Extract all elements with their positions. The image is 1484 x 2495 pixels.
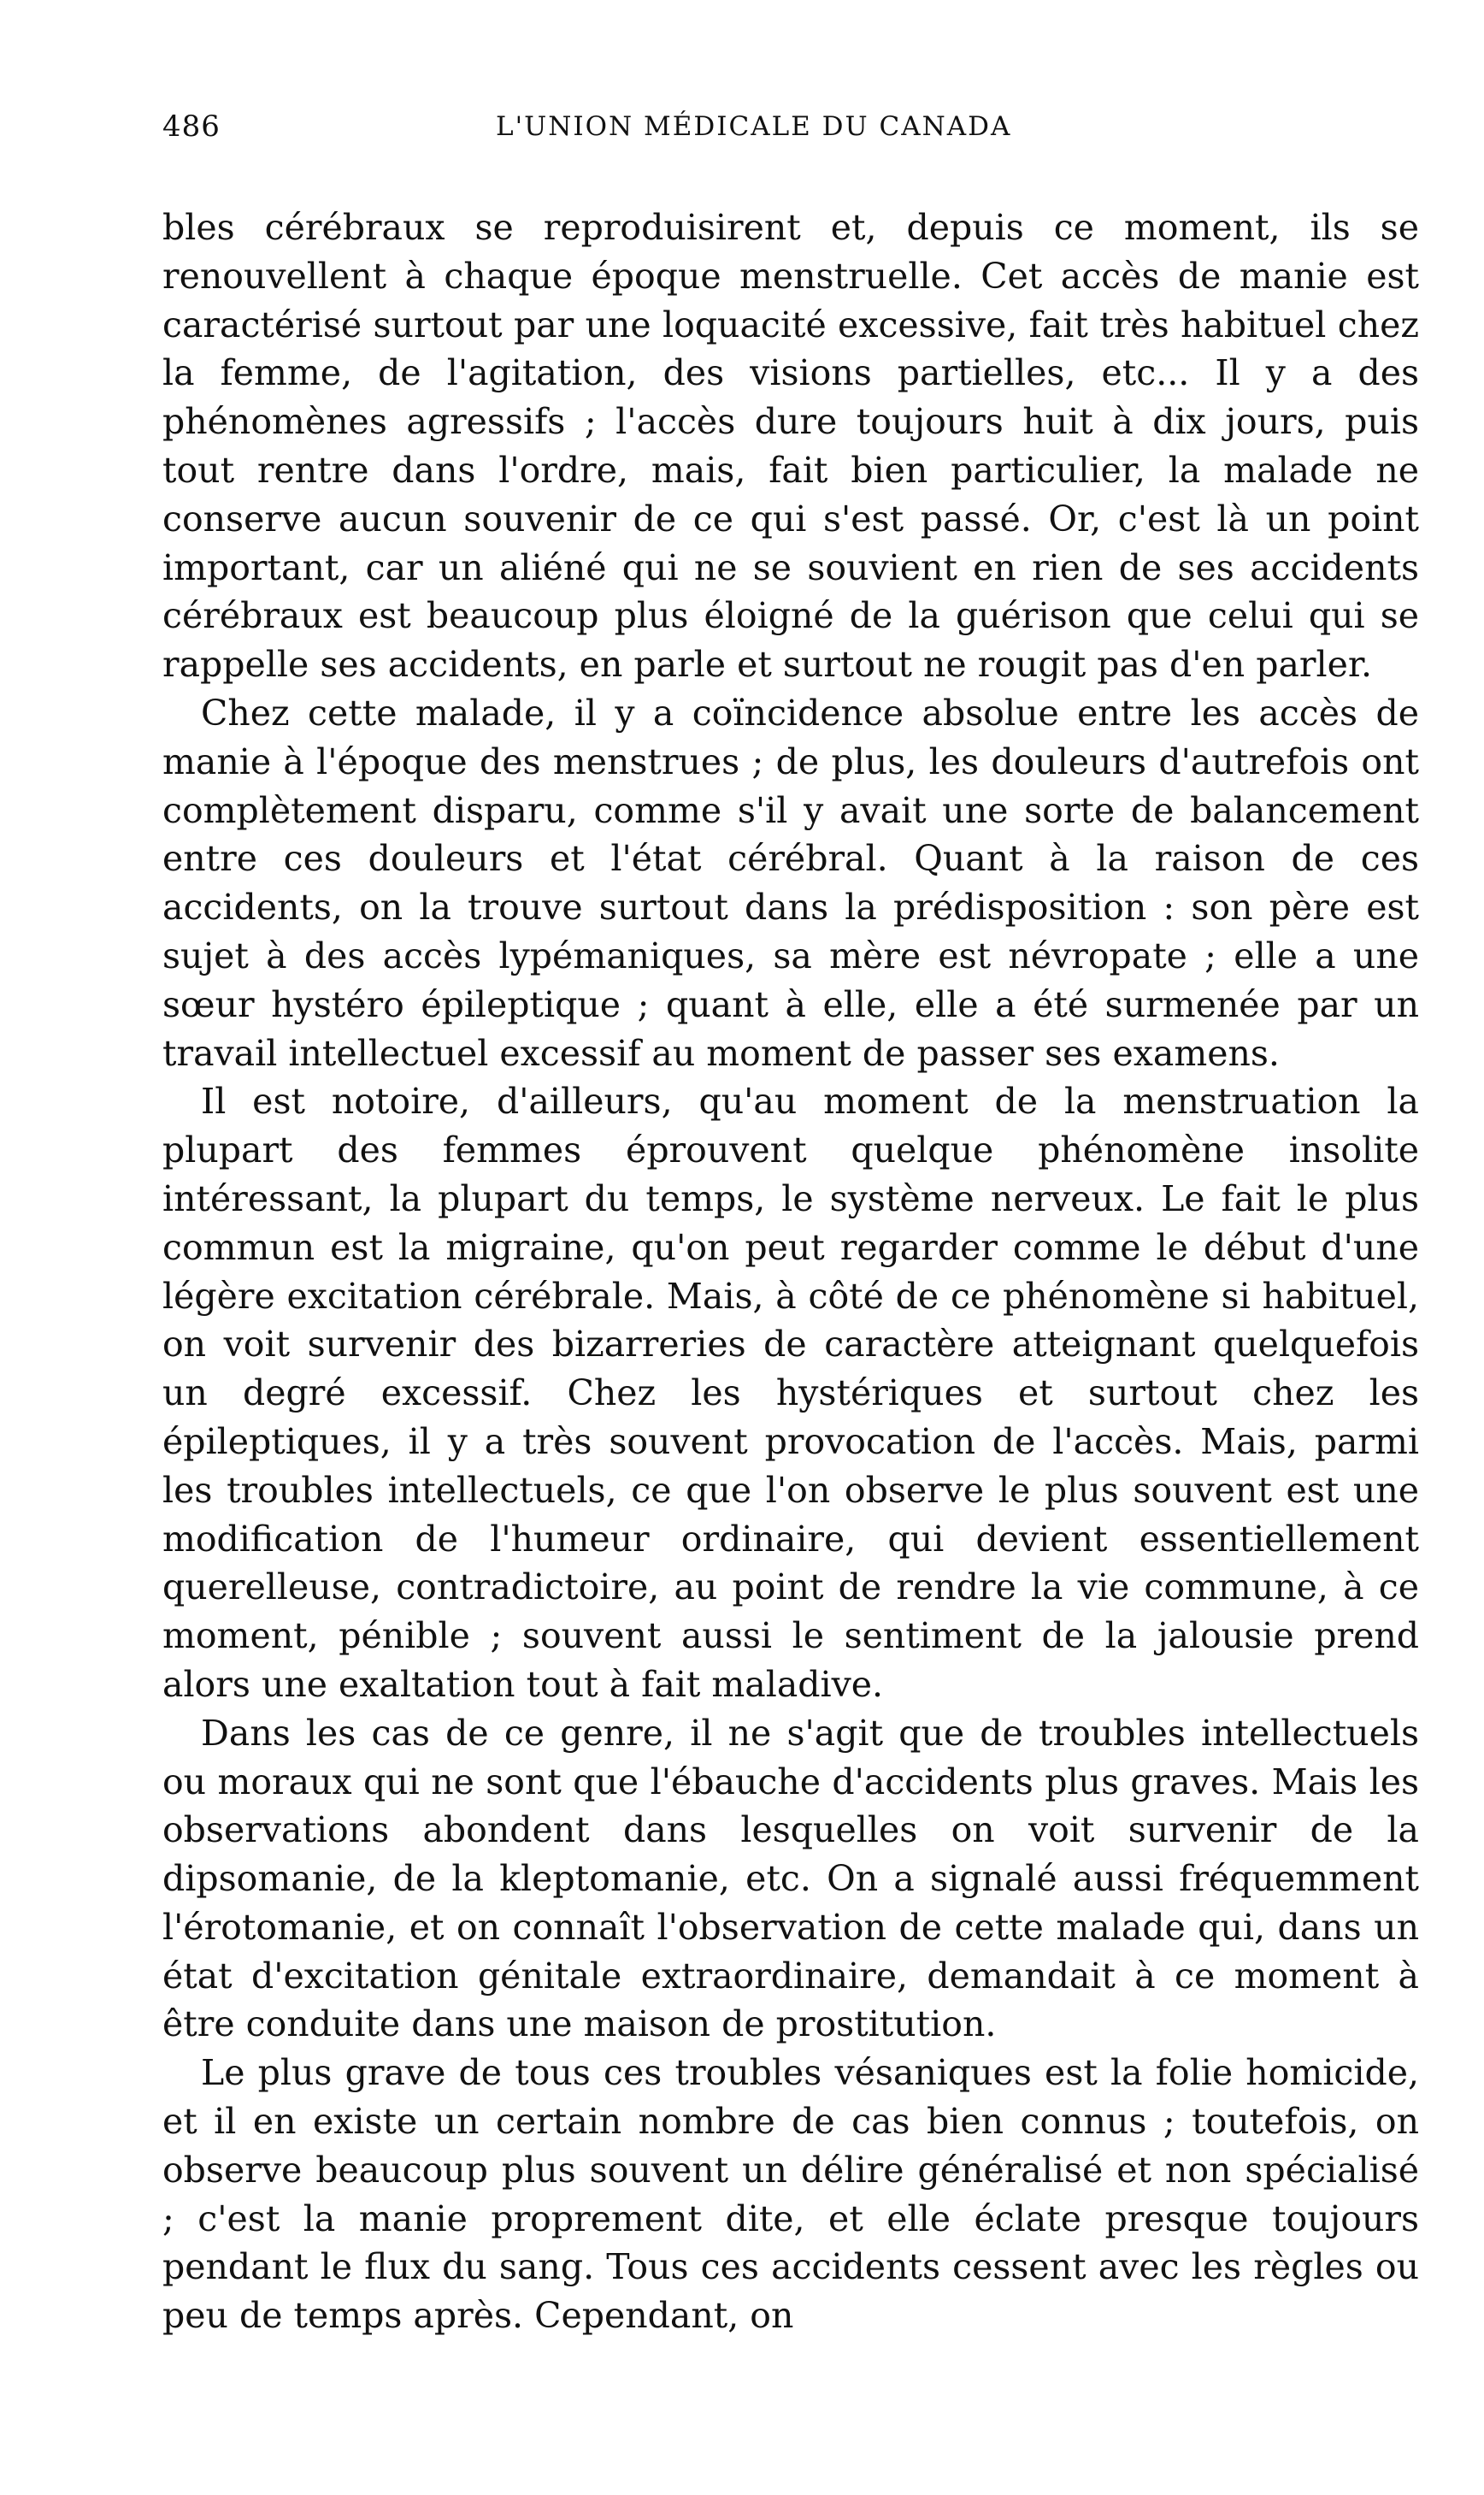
paragraph-continued: bles cérébraux se reproduisirent et, depuis ce moment, ils se renouvellent à chaque époque menstruelle. Cet accès de manie est caractérisé surtout par une loquacité excessive, fait très habituel chez la femme, de l'agitation, des visions partielles, etc... Il y a des phénomènes agressifs ; l'accès dure toujours huit à dix jours, puis tout rentre dans l'ordre, mais, fait bien particulier, la malade ne conserve aucun souvenir de ce qui s'est passé. Or, c'est là un point important, car un aliéné qui ne se souvient en rien de ses accidents cérébraux est beaucoup plus éloigné de la guérison que celui qui se rappelle ses accidents, en parle et surtout ne rougit pas d'en parler. (162, 207, 1419, 686)
paragraph: Dans les cas de ce genre, il ne s'agit que de troubles intellectuels ou moraux qui ne sont que l'ébauche d'accidents plus graves. Mais les observations abondent dans lesquelles on voit survenir de la dipsomanie, de la kleptomanie, etc. On a signalé aussi fréquemment l'érotomanie, et on connaît l'observation de cette malade qui, dans un état d'excitation génitale extraordinaire, demandait à ce moment à être conduite dans une maison de prostitution. (162, 1712, 1419, 2045)
paragraph: Il est notoire, d'ailleurs, qu'au moment de la menstruation la plupart des femmes éprouvent quelque phénomène insolite intéressant, la plupart du temps, le système nerveux. Le fait le plus commun est la migraine, qu'on peut regarder comme le début d'une légère excitation cérébrale. Mais, à côté de ce phénomène si habituel, on voit survenir des bizarreries de caractère atteignant quelquefois un degré excessif. Chez les hystériques et surtout chez les épileptiques, il y a très souvent provocation de l'accès. Mais, parmi les troubles intellectuels, ce que l'on observe le plus souvent est une modification de l'humeur ordinaire, qui devient essentiellement querelleuse, contradictoire, au point de rendre la vie commune, à ce moment, pénible ; souvent aussi le sentiment de la jalousie prend alors une exaltation tout à fait maladive. (162, 1081, 1419, 1705)
body-text (162, 203, 1419, 2340)
journal-title: L'UNION MÉDICALE DU CANADA (496, 111, 1012, 142)
paragraph: Chez cette malade, il y a coïncidence absolue entre les accès de manie à l'époque des menstrues ; de plus, les douleurs d'autrefois ont complètement disparu, comme s'il y avait une sorte de balancement entre ces douleurs et l'état cérébral. Quant à la raison de ces accidents, on la trouve surtout dans la prédisposition : son père est sujet à des accès lypémaniques, sa mère est névropate ; elle a une sœur hystéro épileptique ; quant à elle, elle a été surmenée par un travail intellectuel excessif au moment de passer ses examens. (162, 692, 1419, 1074)
paragraph: Le plus grave de tous ces troubles vésaniques est la folie homicide, et il en existe un certain nombre de cas bien connus ; toutefois, on observe beaucoup plus souvent un délire généralisé et non spécialisé ; c'est la manie proprement dite, et elle éclate presque toujours pendant le flux du sang. Tous ces accidents cessent avec les règles ou peu de temps après. Cependant, on (162, 2052, 1419, 2337)
page-number: 486 (162, 109, 221, 144)
book-page (162, 101, 1419, 2340)
running-head (162, 101, 1419, 152)
